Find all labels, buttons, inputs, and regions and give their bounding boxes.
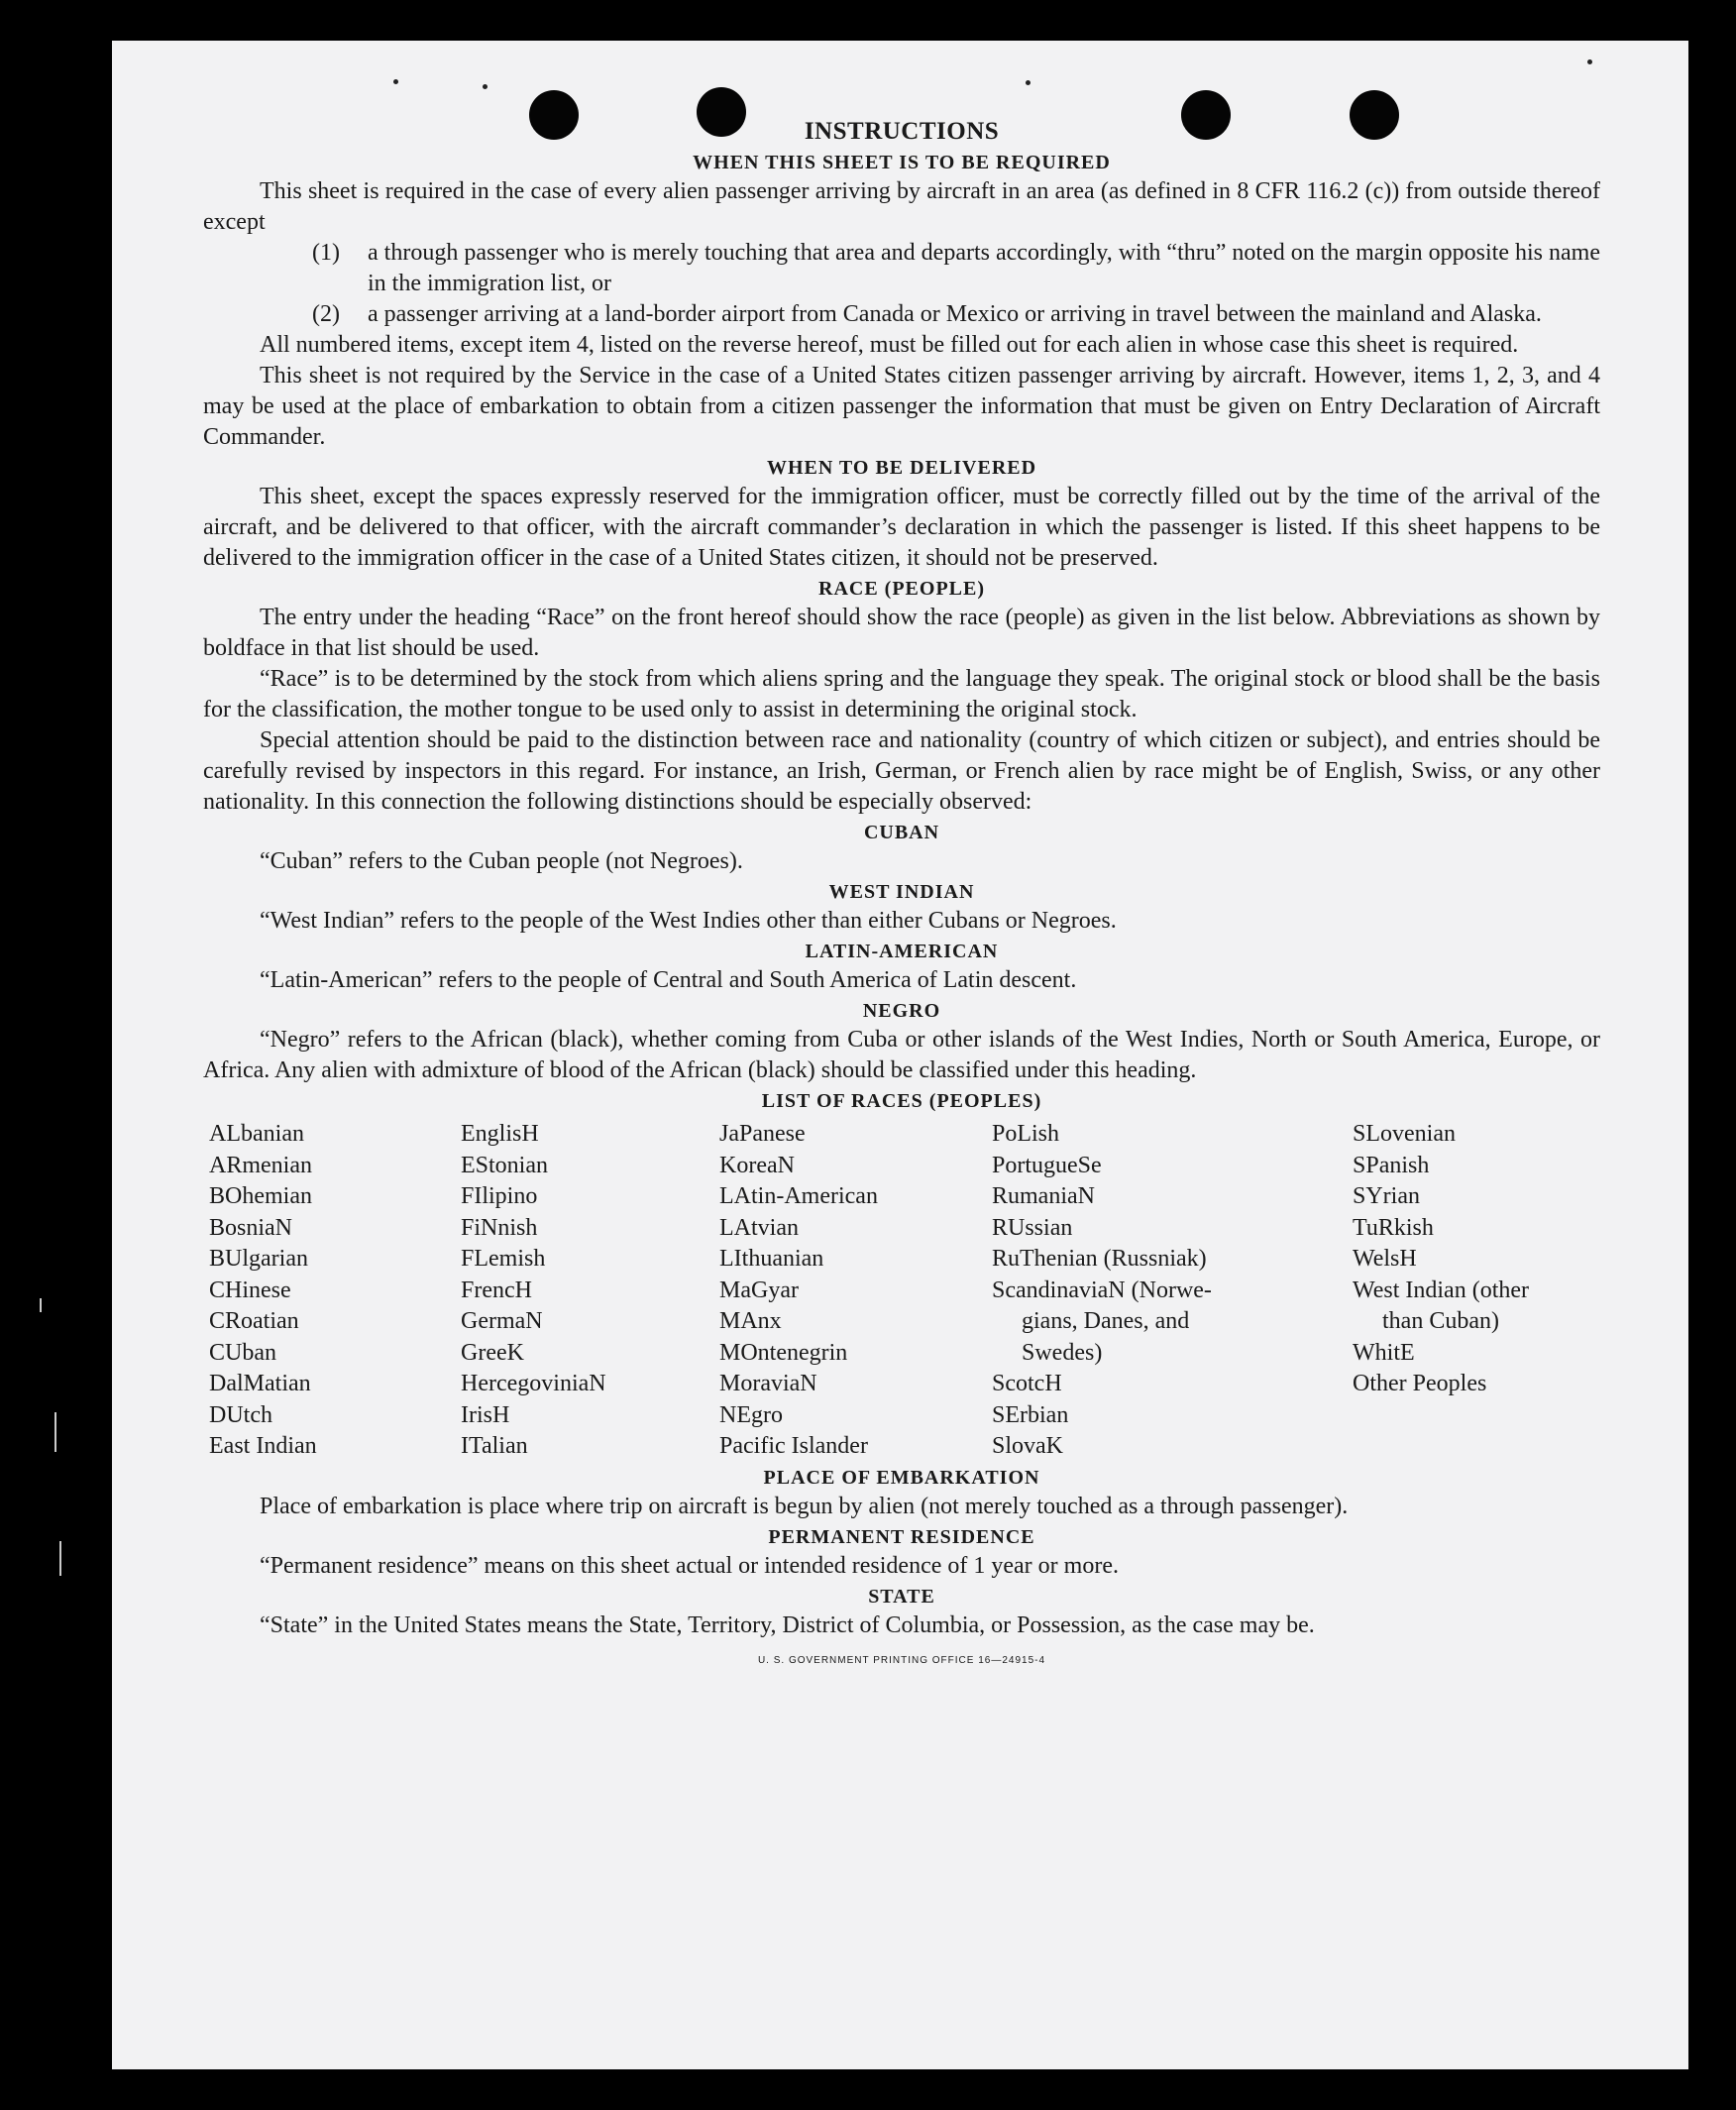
section-heading-west-indian: WEST INDIAN <box>828 881 975 903</box>
race-entry: PoLish <box>992 1121 1060 1147</box>
race-entry: SYrian <box>1353 1183 1420 1209</box>
race-entry: NEgro <box>719 1401 783 1428</box>
race-entry: PortugueSe <box>992 1152 1102 1178</box>
race-entry: BosniaN <box>209 1214 292 1241</box>
race-entry-continued: Swedes) <box>1022 1339 1103 1366</box>
section-heading-required: WHEN THIS SHEET IS TO BE REQUIRED <box>693 152 1111 173</box>
race-entry: LAtin-American <box>719 1183 878 1209</box>
race-entry: DUtch <box>209 1401 272 1428</box>
race-entry: RUssian <box>992 1214 1073 1241</box>
race-entry: LAtvian <box>719 1214 799 1241</box>
race-entry: LIthuanian <box>719 1246 824 1272</box>
races-list <box>209 1119 1600 1463</box>
race-entry: IrisH <box>461 1401 510 1428</box>
races-column-3 <box>719 1119 992 1463</box>
west-indian-text: “West Indian” refers to the people of the West Indies other than either Cubans or Negroes. <box>260 908 1117 934</box>
race-entry: FiNnish <box>461 1214 538 1241</box>
section-heading-embarkation: PLACE OF EMBARKATION <box>763 1466 1040 1489</box>
section-heading-negro: NEGRO <box>862 1000 941 1022</box>
race-text-1: The entry under the heading “Race” on the front hereof should show the race (people) as given in the list below. Abbreviations as shown by boldface in that list should be used. <box>203 605 1600 661</box>
race-entry: CHinese <box>209 1277 291 1303</box>
race-text-2: “Race” is to be determined by the stock from which aliens spring and the language they speak. The original stock or blood shall be the basis for the classification, the mother tongue to be used only to assist in determining the original stock. <box>203 666 1600 722</box>
race-entry: BUlgarian <box>209 1246 308 1272</box>
exception-item-2: (2) a passenger arriving at a land-border airport from Canada or Mexico or arriving in travel between the mainland and Alaska. <box>312 301 1542 327</box>
race-text-3: Special attention should be paid to the distinction between race and nationality (country of which citizen or subject), and entries should be carefully revised by inspectors in this regard. For instance, an Irish, German, or French alien by race might be of English, Swiss, or any other nationality. In this connection the following distinctions should be especially observed: <box>203 727 1600 815</box>
race-entry: MOntenegrin <box>719 1339 848 1366</box>
residence-text: “Permanent residence” means on this sheet actual or intended residence of 1 year or more. <box>260 1552 1119 1579</box>
speck <box>483 84 488 89</box>
section-heading-races-list: LIST OF RACES (PEOPLES) <box>761 1090 1042 1112</box>
race-entry: WelsH <box>1353 1246 1417 1272</box>
race-entry: ITalian <box>461 1433 528 1459</box>
races-column-2 <box>461 1119 719 1463</box>
latin-american-text: “Latin-American” refers to the people of Central and South America of Latin descent. <box>260 967 1077 993</box>
document-page <box>112 41 1688 2069</box>
race-entry: ScandinaviaN (Norwe- <box>992 1277 1212 1303</box>
race-entry: ALbanian <box>209 1121 304 1147</box>
race-entry: TuRkish <box>1353 1214 1434 1241</box>
race-entry-continued: than Cuban) <box>1382 1308 1499 1334</box>
race-entry-continued: gians, Danes, and <box>1022 1308 1190 1334</box>
races-column-5 <box>1353 1119 1600 1463</box>
required-numbered-items: All numbered items, except item 4, listed on the reverse hereof, must be filled out for each alien in whose case this sheet is required. <box>260 332 1519 358</box>
race-entry: SLovenian <box>1353 1121 1456 1147</box>
race-entry: ScotcH <box>992 1371 1062 1396</box>
race-entry: FLemish <box>461 1246 546 1272</box>
scan-mark <box>54 1412 56 1452</box>
race-entry: BOhemian <box>209 1183 312 1209</box>
race-entry: EStonian <box>461 1152 548 1178</box>
race-entry: Other Peoples <box>1353 1371 1487 1396</box>
race-entry: SErbian <box>992 1401 1069 1428</box>
speck <box>1587 59 1592 64</box>
section-heading-delivered: WHEN TO BE DELIVERED <box>766 457 1037 479</box>
race-entry: SPanish <box>1353 1152 1430 1178</box>
race-entry: SlovaK <box>992 1433 1063 1459</box>
scan-mark <box>40 1298 42 1312</box>
race-entry: KoreaN <box>719 1152 795 1178</box>
section-heading-residence: PERMANENT RESIDENCE <box>768 1525 1035 1548</box>
race-entry: GermaN <box>461 1308 543 1334</box>
printer-imprint: U. S. GOVERNMENT PRINTING OFFICE 16—24915-4 <box>757 1654 1046 1666</box>
race-entry: FIlipino <box>461 1183 538 1209</box>
race-entry: MoraviaN <box>719 1371 817 1396</box>
race-entry: Pacific Islander <box>719 1433 868 1459</box>
state-text: “State” in the United States means the State, Territory, District of Columbia, or Possession, as the case may be. <box>260 1611 1315 1638</box>
races-column-4 <box>992 1119 1353 1463</box>
race-entry: EnglisH <box>461 1121 539 1147</box>
race-entry: JaPanese <box>719 1121 806 1147</box>
race-entry: GreeK <box>461 1339 524 1366</box>
instructions-body <box>203 118 1600 1666</box>
race-entry: MAnx <box>719 1308 782 1334</box>
race-entry: DalMatian <box>209 1371 311 1396</box>
negro-text: “Negro” refers to the African (black), whether coming from Cuba or other islands of the West Indies, North or South America, Europe, or Africa. Any alien with admixture of blood of the African (black) should be classified under this heading. <box>203 1027 1600 1083</box>
delivered-text: This sheet, except the spaces expressly reserved for the immigration officer, must be correctly filled out by the time of the arrival of the aircraft, and be delivered to that officer, with the aircraft commander’s declaration in which the passenger is listed. If this sheet happens to be delivered to the immigration officer in the case of a United States citizen, it should not be preserved. <box>203 484 1600 571</box>
race-entry: CUban <box>209 1339 276 1366</box>
required-citizen-note: This sheet is not required by the Service in the case of a United States citizen passenger arriving by aircraft. However, items 1, 2, 3, and 4 may be used at the place of embarkation to obtain from a citizen passenger the information that must be given on Entry Declaration of Aircraft Commander. <box>203 363 1600 450</box>
race-entry: CRoatian <box>209 1308 299 1334</box>
speck <box>393 79 398 84</box>
section-heading-race: RACE (PEOPLE) <box>818 578 985 600</box>
race-entry: WhitE <box>1353 1339 1415 1366</box>
section-heading-latin-american: LATIN-AMERICAN <box>805 941 999 962</box>
exception-item-1: (1) a through passenger who is merely touching that area and departs accordingly, with “thru” noted on the margin opposite his name in the immigration list, or <box>312 240 1600 296</box>
race-entry: FrencH <box>461 1277 532 1303</box>
race-entry: RuThenian (Russniak) <box>992 1246 1207 1272</box>
page-title: INSTRUCTIONS <box>804 118 1000 145</box>
section-heading-cuban: CUBAN <box>863 822 940 843</box>
race-entry: East Indian <box>209 1433 317 1459</box>
races-column-1 <box>209 1119 461 1463</box>
required-intro: This sheet is required in the case of every alien passenger arriving by aircraft in an area (as defined in 8 CFR 116.2 (c)) from outside thereof except <box>203 178 1600 235</box>
race-entry: MaGyar <box>719 1277 799 1303</box>
race-entry: RumaniaN <box>992 1183 1095 1209</box>
race-entry: West Indian (other <box>1353 1277 1530 1303</box>
section-heading-state: STATE <box>868 1585 935 1608</box>
speck <box>1026 80 1031 85</box>
scan-mark <box>59 1541 61 1576</box>
embarkation-text: Place of embarkation is place where trip on aircraft is begun by alien (not merely touched as a through passenger). <box>260 1493 1349 1519</box>
race-entry: HercegoviniaN <box>461 1371 606 1396</box>
cuban-text: “Cuban” refers to the Cuban people (not Negroes). <box>260 848 743 874</box>
race-entry: ARmenian <box>209 1152 312 1178</box>
